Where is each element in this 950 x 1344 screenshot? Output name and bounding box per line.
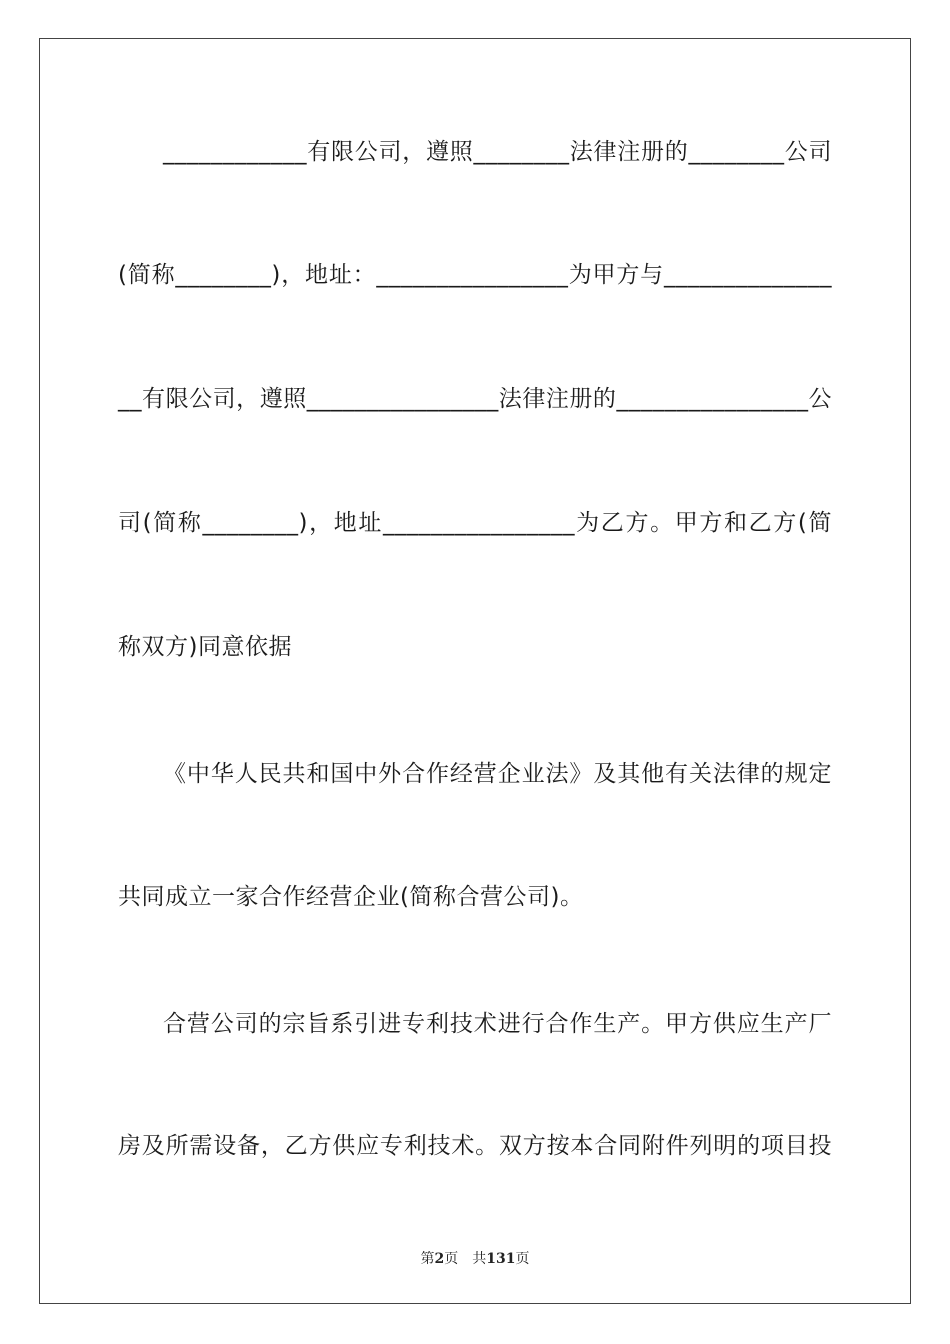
paragraph-line-8: 合营公司的宗旨系引进专利技术进行合作生产。甲方供应生产厂 <box>163 1011 832 1037</box>
footer-page-prefix: 第 <box>420 1251 435 1267</box>
footer-total-suffix: 页 <box>515 1251 530 1267</box>
paragraph-line-4: 司(简称________)，地址________________为乙方。甲方和乙方(简 <box>118 510 832 536</box>
paragraph-line-9: 房及所需设备，乙方供应专利技术。双方按本合同附件列明的项目投 <box>118 1133 832 1159</box>
footer-total-pages: 131 <box>486 1251 516 1267</box>
paragraph-line-7: 共同成立一家合作经营企业(简称合营公司)。 <box>118 884 584 910</box>
footer-total-prefix: 共 <box>472 1251 487 1267</box>
page-footer <box>0 1248 950 1268</box>
paragraph-line-2: (简称________)，地址：________________为甲方与______________ <box>118 262 832 288</box>
paragraph-line-1: ____________有限公司，遵照________法律注册的________公司 <box>163 139 832 165</box>
footer-page-number: 2 <box>434 1251 445 1267</box>
paragraph-line-6: 《中华人民共和国中外合作经营企业法》及其他有关法律的规定 <box>163 761 832 787</box>
page-frame <box>39 38 911 1304</box>
paragraph-line-3: __有限公司，遵照________________法律注册的________________公 <box>118 386 832 412</box>
paragraph-line-5: 称双方)同意依据 <box>118 634 292 660</box>
footer-page-suffix: 页 <box>444 1251 459 1267</box>
